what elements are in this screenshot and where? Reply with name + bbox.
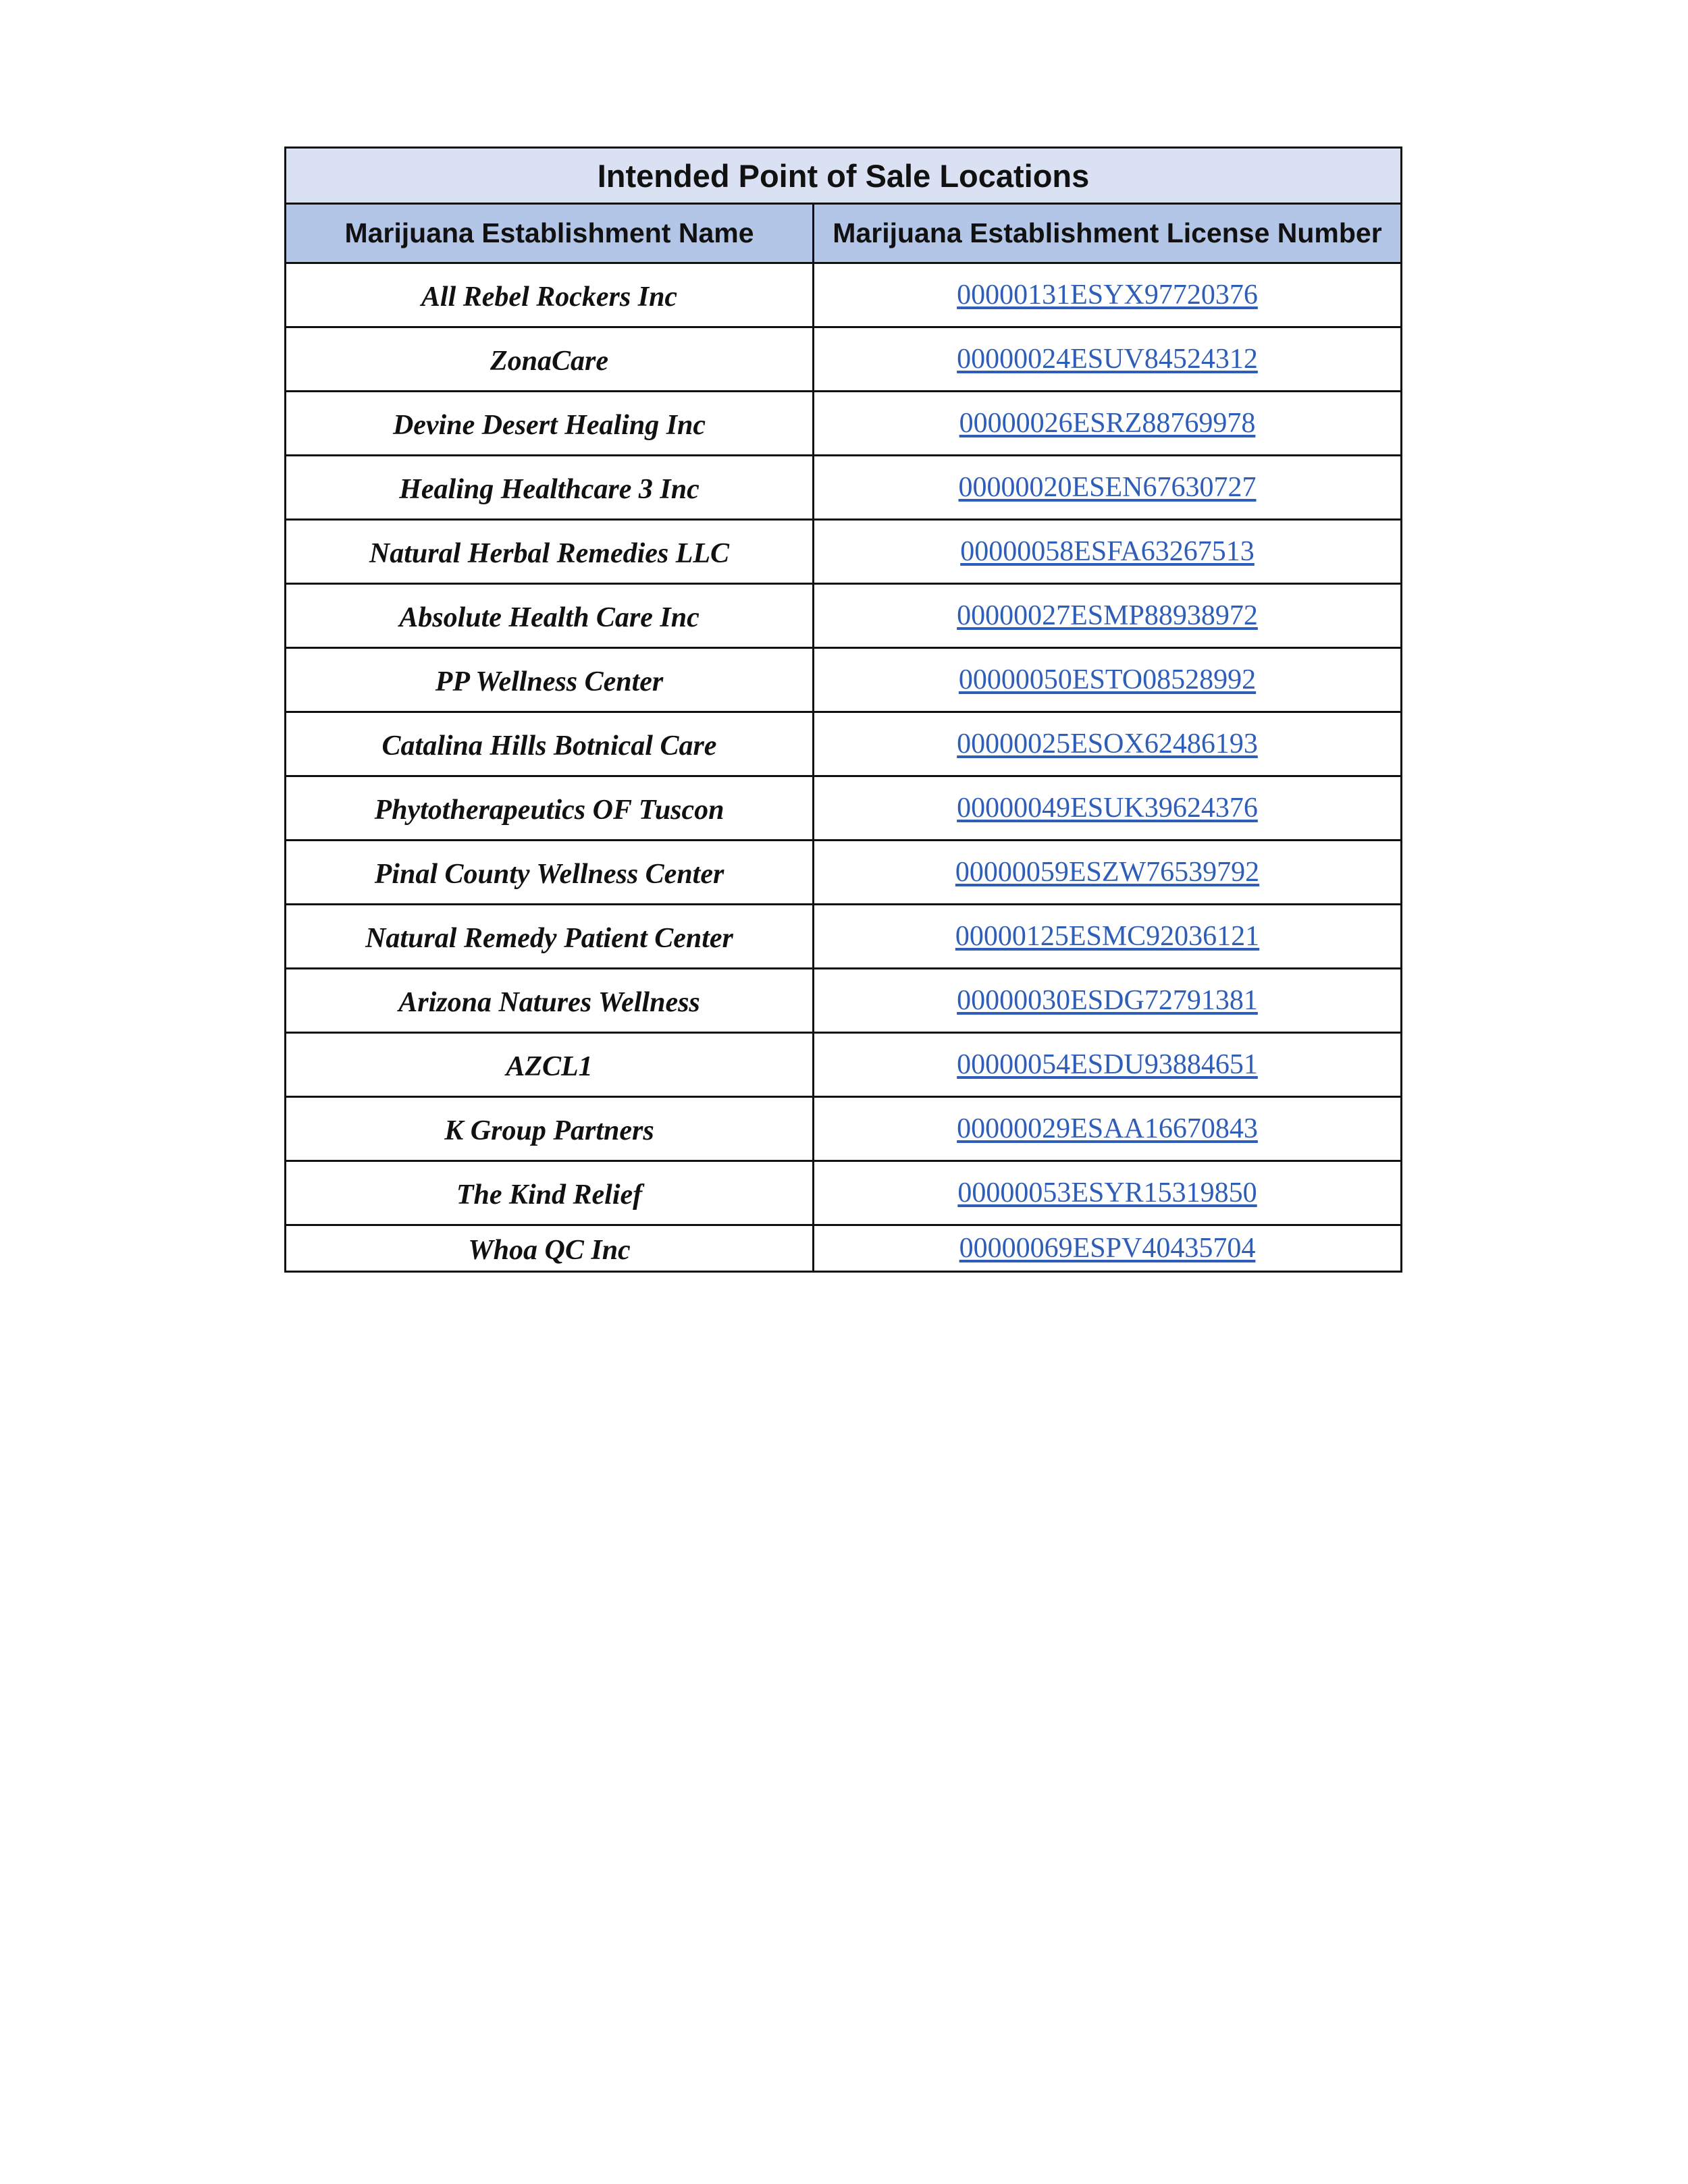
license-number-link[interactable]: 00000020ESEN67630727 — [958, 472, 1257, 503]
establishment-name: Healing Healthcare 3 Inc — [286, 456, 814, 520]
table-row — [286, 648, 1402, 712]
license-number-link[interactable]: 00000053ESYR15319850 — [957, 1177, 1257, 1208]
table-row — [286, 1225, 1402, 1272]
establishment-name: Natural Remedy Patient Center — [286, 905, 814, 969]
license-cell — [814, 327, 1402, 392]
table-row — [286, 905, 1402, 969]
license-cell — [814, 841, 1402, 905]
license-cell — [814, 263, 1402, 327]
table-row — [286, 841, 1402, 905]
license-cell — [814, 1225, 1402, 1272]
license-cell — [814, 969, 1402, 1033]
license-number-link[interactable]: 00000125ESMC92036121 — [955, 921, 1260, 952]
license-number-link[interactable]: 00000027ESMP88938972 — [957, 600, 1258, 631]
column-header-name: Marijuana Establishment Name — [286, 204, 814, 263]
license-number-link[interactable]: 00000049ESUK39624376 — [957, 793, 1258, 824]
license-number-link[interactable]: 00000054ESDU93884651 — [957, 1049, 1258, 1080]
license-number-link[interactable]: 00000025ESOX62486193 — [957, 728, 1258, 760]
license-cell — [814, 648, 1402, 712]
table-row — [286, 1097, 1402, 1161]
column-header-license: Marijuana Establishment License Number — [814, 204, 1402, 263]
point-of-sale-table — [284, 147, 1402, 1273]
table-row — [286, 520, 1402, 584]
table-title: Intended Point of Sale Locations — [286, 148, 1402, 204]
establishment-name: Phytotherapeutics OF Tuscon — [286, 776, 814, 841]
table-row — [286, 584, 1402, 648]
table-title-row — [286, 148, 1402, 204]
table-row — [286, 969, 1402, 1033]
table-row — [286, 1033, 1402, 1097]
license-number-link[interactable]: 00000029ESAA16670843 — [957, 1113, 1258, 1144]
license-cell — [814, 584, 1402, 648]
establishment-name: K Group Partners — [286, 1097, 814, 1161]
license-number-link[interactable]: 00000030ESDG72791381 — [957, 985, 1258, 1016]
table-body — [286, 263, 1402, 1272]
point-of-sale-table-container — [284, 147, 1400, 1273]
license-cell — [814, 456, 1402, 520]
establishment-name: Pinal County Wellness Center — [286, 841, 814, 905]
table-row — [286, 456, 1402, 520]
license-cell — [814, 1033, 1402, 1097]
license-number-link[interactable]: 00000059ESZW76539792 — [955, 857, 1260, 888]
establishment-name: Devine Desert Healing Inc — [286, 392, 814, 456]
table-row — [286, 712, 1402, 776]
table-row — [286, 776, 1402, 841]
license-cell — [814, 520, 1402, 584]
license-number-link[interactable]: 00000026ESRZ88769978 — [959, 408, 1256, 439]
table-row — [286, 1161, 1402, 1225]
establishment-name: The Kind Relief — [286, 1161, 814, 1225]
table-row — [286, 392, 1402, 456]
license-cell — [814, 712, 1402, 776]
establishment-name: PP Wellness Center — [286, 648, 814, 712]
establishment-name: Catalina Hills Botnical Care — [286, 712, 814, 776]
license-number-link[interactable]: 00000058ESFA63267513 — [960, 536, 1255, 567]
establishment-name: AZCL1 — [286, 1033, 814, 1097]
license-cell — [814, 1161, 1402, 1225]
establishment-name: Natural Herbal Remedies LLC — [286, 520, 814, 584]
establishment-name: Absolute Health Care Inc — [286, 584, 814, 648]
license-cell — [814, 776, 1402, 841]
license-cell — [814, 1097, 1402, 1161]
table-header-row — [286, 204, 1402, 263]
table-row — [286, 263, 1402, 327]
establishment-name: ZonaCare — [286, 327, 814, 392]
table-row — [286, 327, 1402, 392]
license-number-link[interactable]: 00000131ESYX97720376 — [957, 279, 1258, 311]
license-number-link[interactable]: 00000024ESUV84524312 — [957, 344, 1258, 375]
license-number-link[interactable]: 00000069ESPV40435704 — [959, 1233, 1256, 1264]
license-cell — [814, 392, 1402, 456]
establishment-name: Arizona Natures Wellness — [286, 969, 814, 1033]
establishment-name: All Rebel Rockers Inc — [286, 263, 814, 327]
license-number-link[interactable]: 00000050ESTO08528992 — [958, 664, 1257, 695]
license-cell — [814, 905, 1402, 969]
establishment-name: Whoa QC Inc — [286, 1225, 814, 1272]
